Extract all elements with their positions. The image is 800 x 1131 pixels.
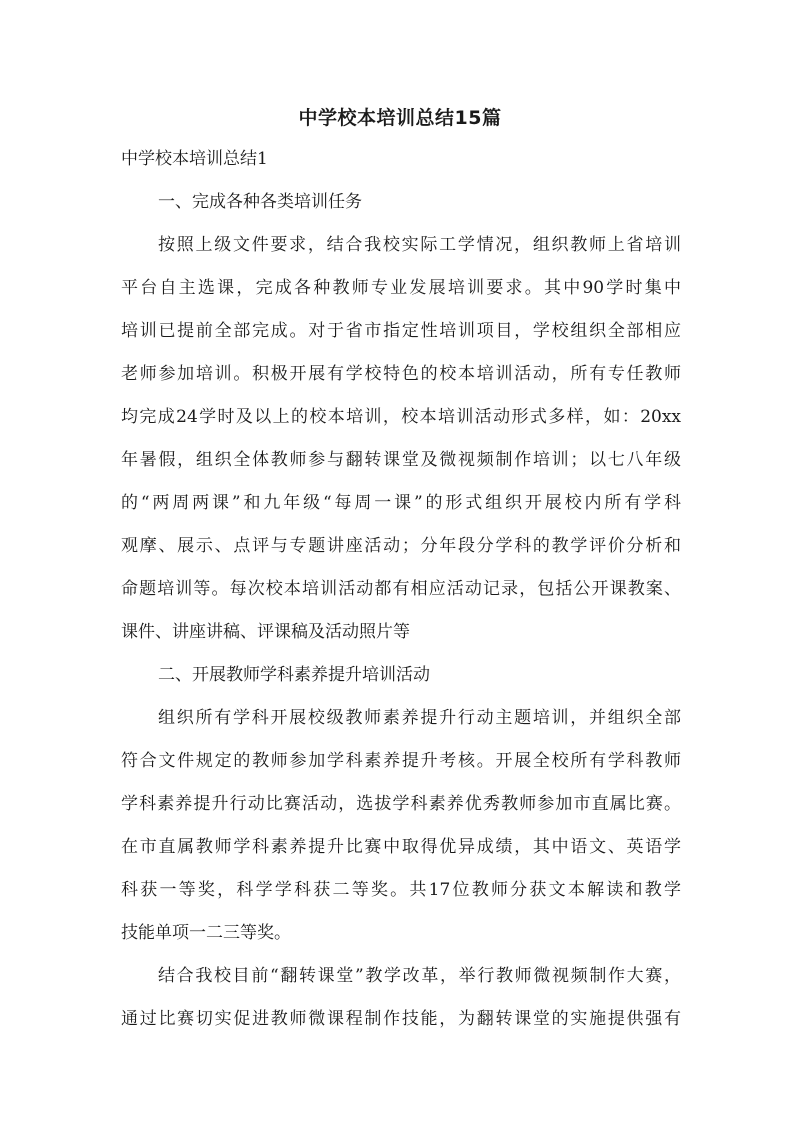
- paragraph-line: 的“两周两课”和九年级“每周一课”的形式组织开展校内所有学科: [121, 493, 681, 513]
- subtitle: 中学校本培训总结1: [121, 149, 268, 169]
- paragraph-line: 培训已提前全部完成。对于省市指定性培训项目，学校组织全部相应: [121, 321, 681, 341]
- paragraph-line: 平台自主选课，完成各种教师专业发展培训要求。其中90学时集中: [121, 278, 681, 298]
- paragraph-line: 在市直属教师学科素养提升比赛中取得优异成绩，其中语文、英语学: [121, 837, 681, 857]
- section2-heading: 二、开展教师学科素养提升培训活动: [158, 665, 430, 685]
- paragraph-line: 技能单项一二三等奖。: [121, 923, 291, 943]
- paragraph-line: 老师参加培训。积极开展有学校特色的校本培训活动，所有专任教师: [121, 364, 681, 384]
- paragraph-line: 均完成24学时及以上的校本培训，校本培训活动形式多样，如：20xx: [121, 407, 681, 427]
- paragraph-line: 课件、讲座讲稿、评课稿及活动照片等: [121, 622, 410, 642]
- document-title: 中学校本培训总结15篇: [298, 107, 502, 129]
- paragraph-line: 组织所有学科开展校级教师素养提升行动主题培训，并组织全部: [158, 708, 681, 728]
- paragraph-line: 学科素养提升行动比赛活动，选拔学科素养优秀教师参加市直属比赛。: [121, 794, 681, 814]
- paragraph-line: 通过比赛切实促进教师微课程制作技能，为翻转课堂的实施提供强有: [121, 1009, 681, 1029]
- paragraph-line: 按照上级文件要求，结合我校实际工学情况，组织教师上省培训: [158, 235, 681, 255]
- section1-heading: 一、完成各种各类培训任务: [158, 192, 362, 212]
- paragraph-line: 符合文件规定的教师参加学科素养提升考核。开展全校所有学科教师: [121, 751, 681, 771]
- paragraph-line: 结合我校目前“翻转课堂”教学改革，举行教师微视频制作大赛，: [158, 966, 681, 986]
- paragraph-line: 观摩、展示、点评与专题讲座活动；分年段分学科的教学评价分析和: [121, 536, 681, 556]
- paragraph-line: 年暑假，组织全体教师参与翻转课堂及微视频制作培训；以七八年级: [121, 450, 681, 470]
- paragraph-line: 命题培训等。每次校本培训活动都有相应活动记录，包括公开课教案、: [121, 579, 681, 599]
- paragraph-line: 科获一等奖，科学学科获二等奖。共17位教师分获文本解读和教学: [121, 880, 681, 900]
